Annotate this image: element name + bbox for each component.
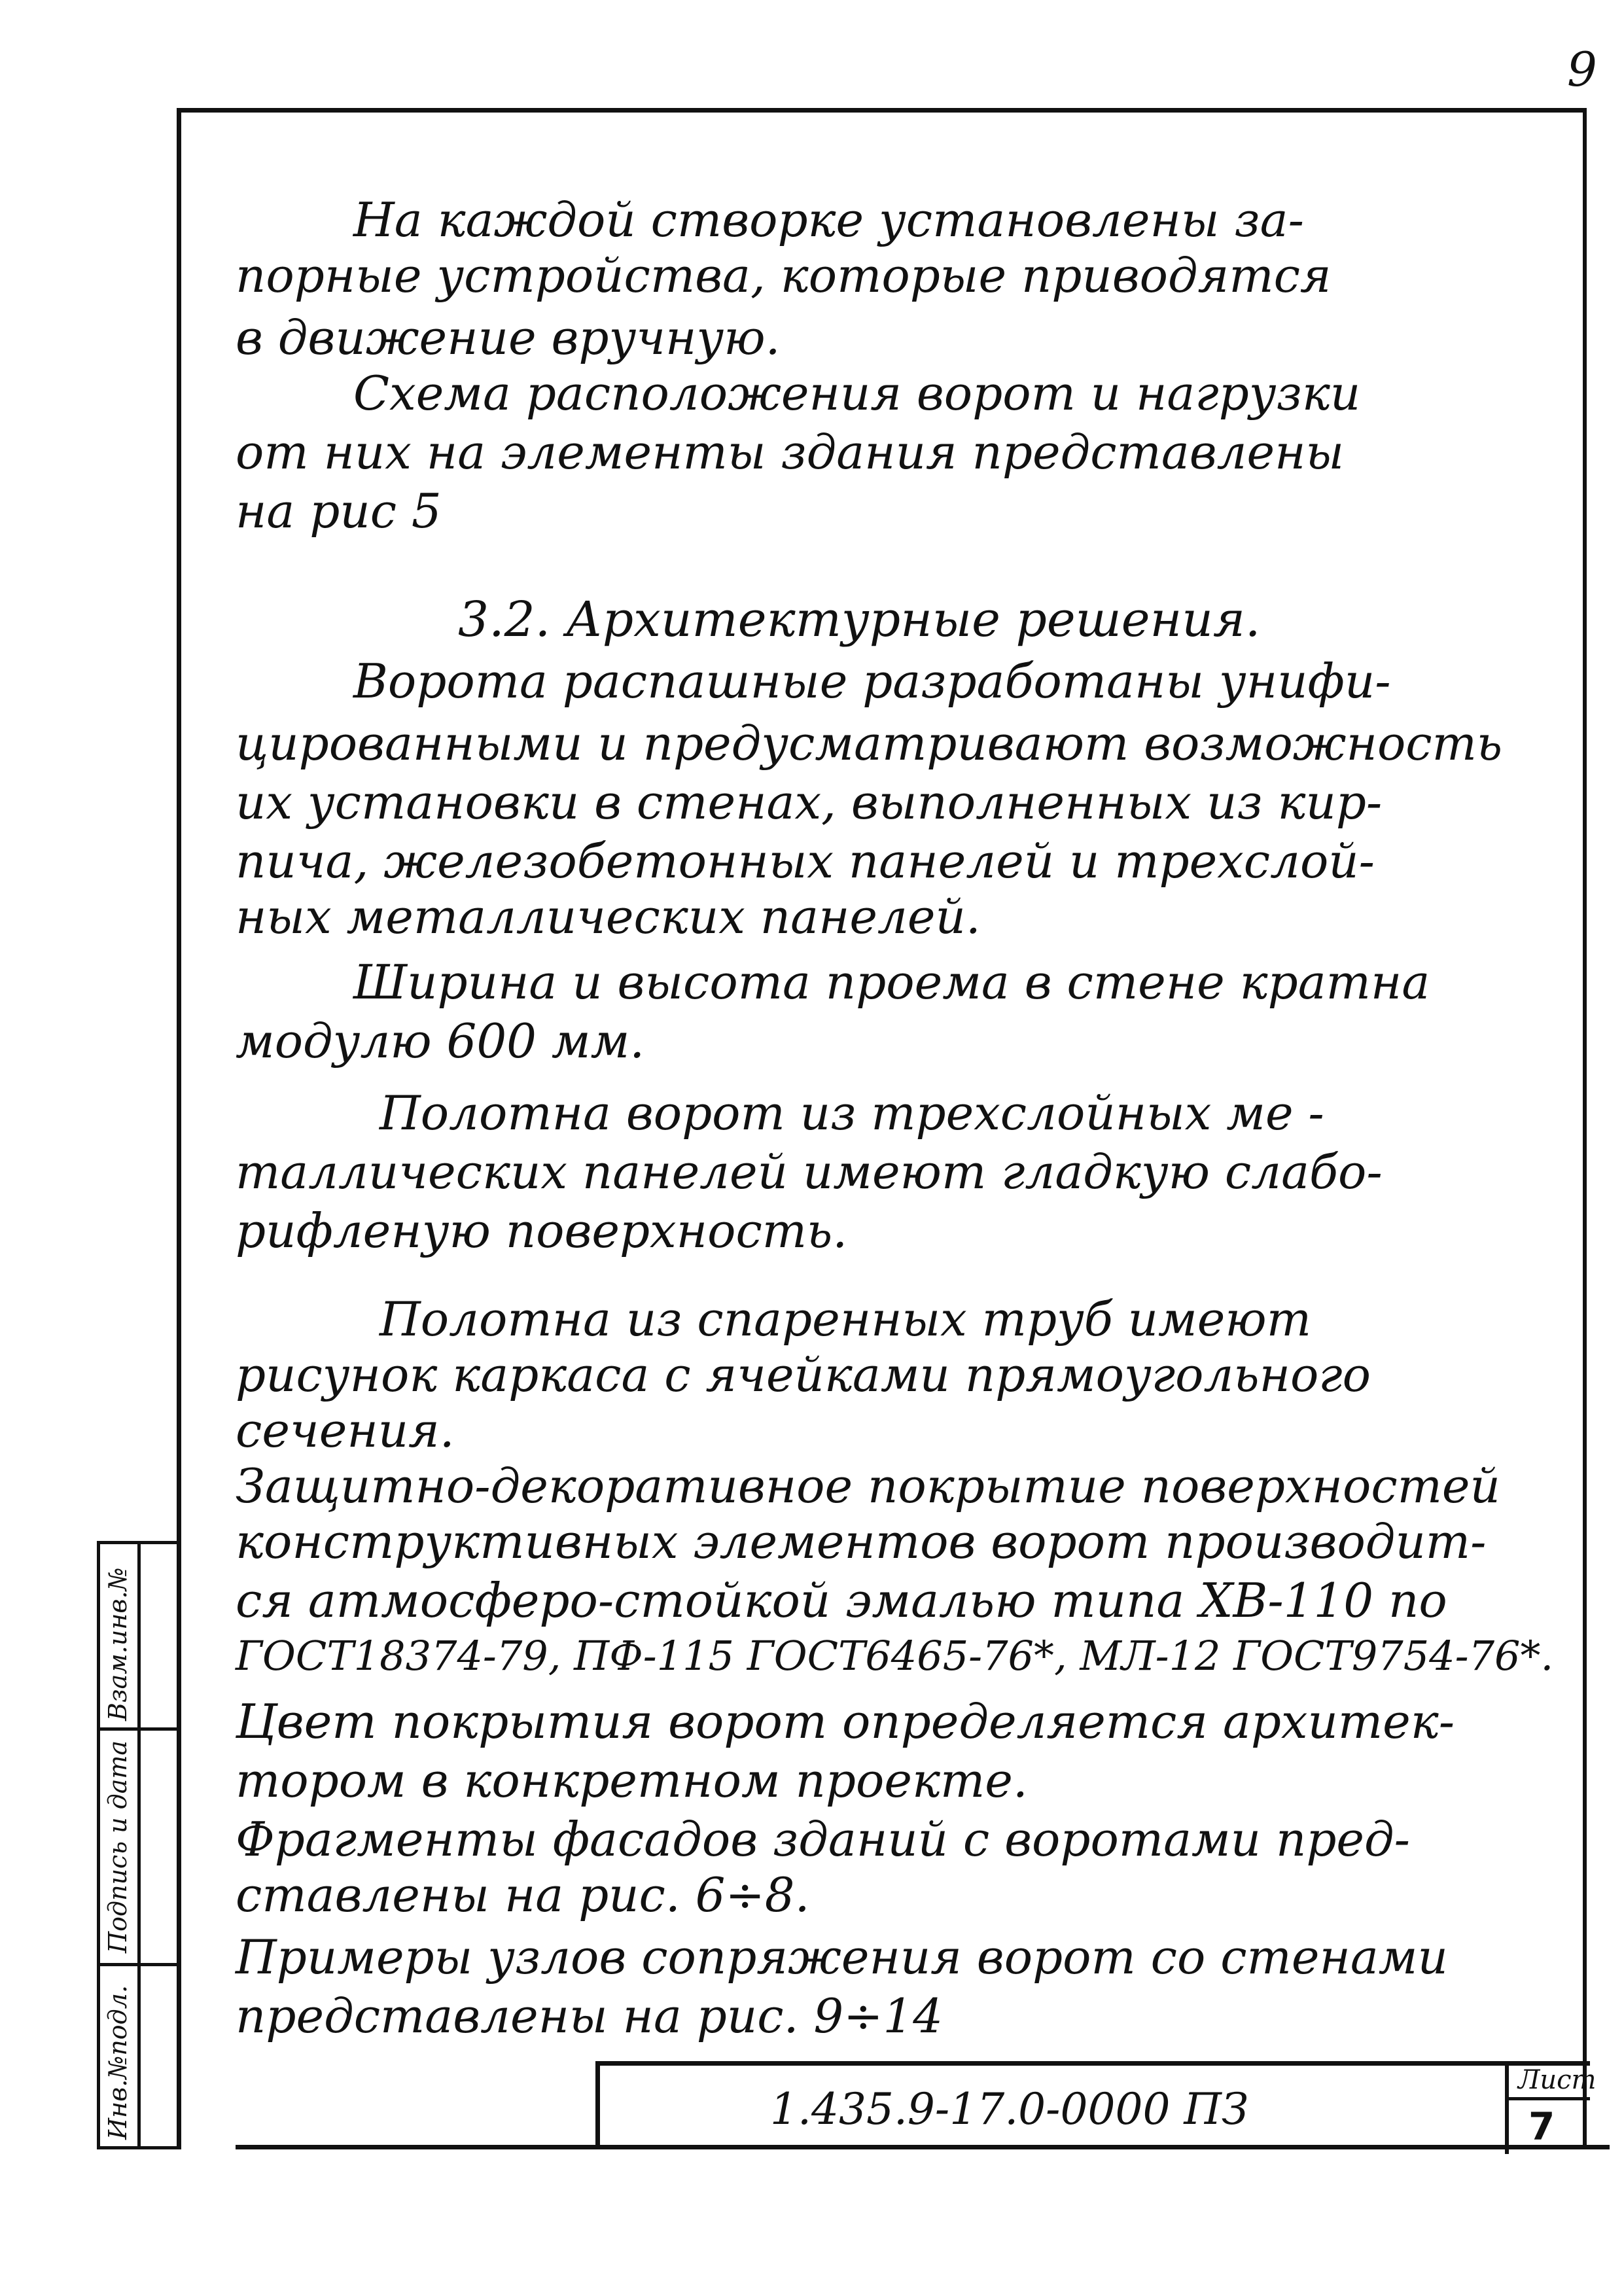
text-line: в движение вручную. (236, 310, 781, 365)
text-line: Полотна ворот из трехслойных ме - (380, 1086, 1324, 1140)
side-stamp-field-3: Взам.инв.№ (103, 1567, 132, 1721)
text-line: ных металлических панелей. (236, 889, 981, 944)
text-line: рисунок каркаса с ячейками прямоугольного (236, 1347, 1371, 1402)
text-line: конструктивных элементов ворот производит- (236, 1514, 1487, 1569)
side-stamp-top-line (97, 1541, 177, 1544)
sheet-divider (1509, 2097, 1590, 2100)
text-line: Полотна из спаренных труб имеют (380, 1292, 1311, 1347)
text-line: пича, железобетонных панелей и трехслой- (236, 834, 1375, 889)
side-stamp-bottom-line (97, 2146, 177, 2149)
text-line: Защитно-декоративное покрытие поверхностей (236, 1458, 1500, 1513)
side-stamp-field-1: Инв.№подл. (103, 1985, 132, 2140)
text-line: ставлены на рис. 6÷8. (236, 1867, 810, 1922)
text-line: На каждой створке установлены за- (353, 192, 1304, 247)
sheet-label: Лист (1518, 2065, 1597, 2095)
text-line: порные устройства, которые приводятся (236, 248, 1332, 303)
document-code: 1.435.9-17.0-0000 ПЗ (770, 2084, 1249, 2134)
page-number: 9 (1567, 42, 1597, 97)
text-line: тором в конкретном проекте. (236, 1753, 1028, 1808)
side-stamp-left-line (97, 1541, 100, 2149)
section-heading: 3.2. Архитектурные решения. (458, 592, 1261, 648)
text-line: цированными и предусматривают возможность (236, 716, 1503, 771)
side-stamp-divider-2 (97, 1963, 177, 1966)
side-stamp-divider-1 (97, 1727, 177, 1731)
text-line: ГОСТ18374-79, ПФ-115 ГОСТ6465-76*, МЛ-12 ГОСТ9754-76*. (236, 1632, 1554, 1680)
text-line: модулю 600 мм. (236, 1014, 645, 1069)
text-line: ся атмосферо-стойкой эмалью типа ХВ-110 по (236, 1573, 1447, 1628)
text-line: от них на элементы здания представлены (236, 425, 1345, 480)
side-stamp (97, 1541, 177, 2149)
text-line: на рис 5 (236, 484, 442, 539)
side-stamp-field-2: Подпись и дата (103, 1740, 132, 1953)
sheet-number: 7 (1528, 2104, 1555, 2149)
text-line: Ширина и высота проема в стене кратна (353, 955, 1430, 1010)
text-line: сечения. (236, 1403, 455, 1458)
text-line: Фрагменты фасадов зданий с воротами пред- (236, 1812, 1410, 1867)
sheet-box (1505, 2061, 1597, 2154)
text-line: таллических панелей имеют гладкую слабо- (236, 1144, 1383, 1199)
side-stamp-mid-line (137, 1541, 141, 2149)
text-line: Цвет покрытия ворот определяется архитек- (236, 1694, 1455, 1749)
text-line: Примеры узлов сопряжения ворот со стенами (236, 1930, 1448, 1985)
text-line: Схема расположения ворот и нагрузки (353, 366, 1361, 421)
text-line: представлены на рис. 9÷14 (236, 1988, 944, 2043)
text-line: их установки в стенах, выполненных из кир- (236, 775, 1383, 830)
text-line: рифленую поверхность. (236, 1203, 848, 1258)
title-block (595, 2061, 1597, 2149)
text-line: Ворота распашные разработаны унифи- (353, 654, 1391, 709)
